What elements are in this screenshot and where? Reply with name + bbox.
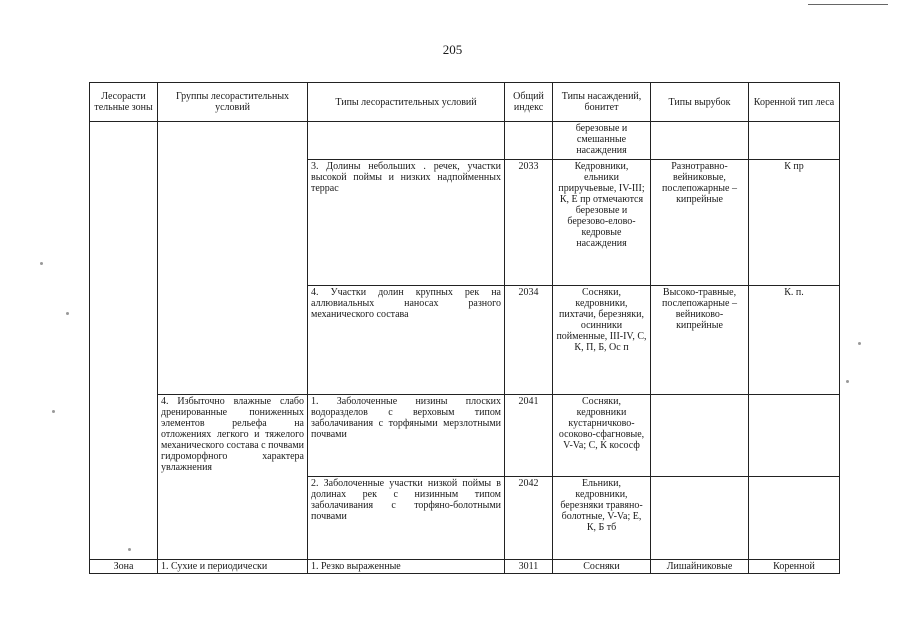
forest-conditions-table: [89, 82, 840, 574]
cut-cell: [651, 122, 749, 160]
table-row: [90, 395, 840, 477]
root-cell: К пр: [749, 160, 840, 286]
type-cell: 1. Резко выраженные: [308, 560, 505, 574]
page-number: 205: [442, 42, 463, 57]
index-cell: 3011: [505, 560, 553, 574]
group-cell: 4. Избыточно влажные слабо дренированные пониженных элементов рельефа на отложениях легкого и тяжелого механического состава с почвами гидроморфного характера увлажнения: [158, 395, 308, 560]
stands-cell: Сосняки: [553, 560, 651, 574]
header-stands: Типы насаждений, бонитет: [553, 83, 651, 122]
scan-speck: [846, 380, 849, 383]
index-cell: 2041: [505, 395, 553, 477]
corner-rule: [808, 4, 888, 5]
cut-cell: Разнотравно-вейниковые, послепожарные – кипрейные: [651, 160, 749, 286]
index-cell: 2033: [505, 160, 553, 286]
type-cell: 3. Долины небольших . речек, участки высокой поймы и низких надпойменных террас: [308, 160, 505, 286]
stands-cell: Сосняки, кедровники кустарничково-осоково-сфагновые, V-Va; С, К кососф: [553, 395, 651, 477]
type-cell: [308, 122, 505, 160]
root-cell: [749, 122, 840, 160]
stands-cell: Кедровники, ельники приручьевые, IV-III; К, Е пр отмечаются березовые и березово-елово-кедровые насаждения: [553, 160, 651, 286]
scan-speck: [52, 410, 55, 413]
stands-cell: березовые и смешанные насаждения: [553, 122, 651, 160]
root-cell: Коренной: [749, 560, 840, 574]
scan-speck: [40, 262, 43, 265]
type-cell: 4. Участки долин крупных рек на аллювиальных наносах разного механического состава: [308, 286, 505, 395]
header-root-type: Коренной тип леса: [749, 83, 840, 122]
type-cell: 1. Заболоченные низины плоских водоразделов с верховым типом заболачивания с торфяными мерзлотными почвами: [308, 395, 505, 477]
table-row: [90, 560, 840, 574]
zone-cell: Зона: [90, 560, 158, 574]
root-cell: К. п.: [749, 286, 840, 395]
header-zones: Лесорасти тельные зоны: [90, 83, 158, 122]
scan-speck: [858, 342, 861, 345]
table-row: [90, 122, 840, 160]
scan-speck: [128, 548, 131, 551]
cut-cell: Высоко-травные, послепожарные – вейниково-кипрейные: [651, 286, 749, 395]
stands-cell: Ельники, кедровники, березняки травяно-болотные, V-Va; Е, К, Б тб: [553, 477, 651, 560]
index-cell: 2034: [505, 286, 553, 395]
type-cell: 2. Заболоченные участки низкой поймы в долинах рек с низинным типом заболачивания с торфяно-болотными почвами: [308, 477, 505, 560]
header-types: Типы лесорастительных условий: [308, 83, 505, 122]
cut-cell: [651, 477, 749, 560]
header-cuts: Типы вырубок: [651, 83, 749, 122]
index-cell: [505, 122, 553, 160]
cut-cell: Лишайниковые: [651, 560, 749, 574]
scan-speck: [66, 312, 69, 315]
index-cell: 2042: [505, 477, 553, 560]
root-cell: [749, 477, 840, 560]
header-index: Общий индекс: [505, 83, 553, 122]
group-cell: 1. Сухие и периодически: [158, 560, 308, 574]
header-row: [90, 83, 840, 122]
stands-cell: Сосняки, кедровники, пихтачи, березняки, осинники пойменные, III-IV, С, К, П, Б, Ос п: [553, 286, 651, 395]
group-cell: [158, 122, 308, 395]
zone-cell: [90, 122, 158, 560]
root-cell: [749, 395, 840, 477]
cut-cell: [651, 395, 749, 477]
header-groups: Группы лесорастительных условий: [158, 83, 308, 122]
